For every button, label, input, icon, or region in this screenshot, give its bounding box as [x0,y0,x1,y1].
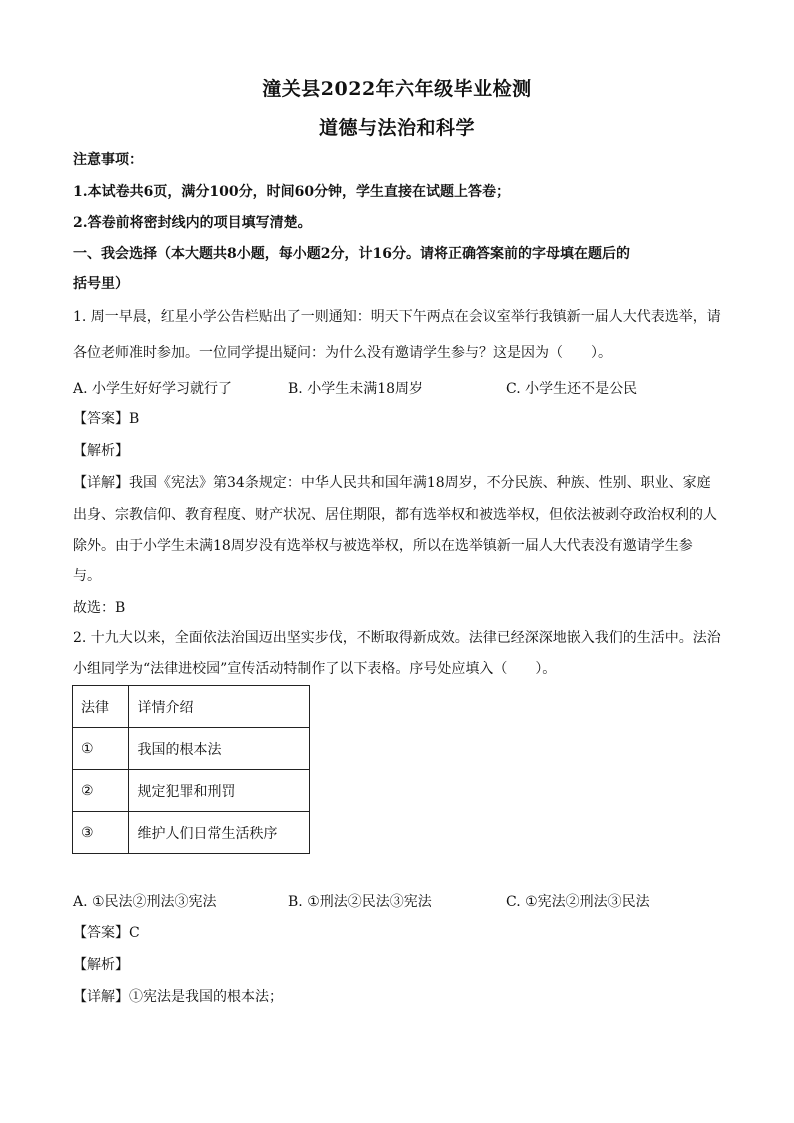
question-1-answer: 【答案】B [73,411,140,427]
table-cell: ③ [73,812,129,854]
question-1-detail-line-2: 出身、宗教信仰、教育程度、财产状况、居住期限，都有选举权和被选举权，但依法被剥夺政治权利的人 [73,507,717,523]
question-2-option-a: A. ①民法②刑法③宪法 [73,894,217,910]
notes-item-1: 1.本试卷共6页，满分100分，时间60分钟，学生直接在试题上答卷； [73,184,511,200]
question-2-option-b: B. ①刑法②民法③宪法 [288,894,432,910]
section-heading-line-2: 括号里） [73,276,129,292]
question-1-line-1: 1. 周一早晨，红星小学公告栏贴出了一则通知：明天下午两点在会议室举行我镇新一届人大代表选举，请 [73,309,721,325]
question-2-line-2: 小组同学为“法律进校园”宣传活动特制作了以下表格。序号处应填入（ ）。 [73,661,557,677]
question-1-analysis: 【解析】 [73,443,129,459]
question-1-option-b: B. 小学生未满18周岁 [288,381,424,397]
question-2-analysis: 【解析】 [73,957,129,973]
table-row [73,812,310,854]
question-1-option-a: A. 小学生好好学习就行了 [73,381,233,397]
table-row [73,728,310,770]
question-1-line-2: 各位老师准时参加。一位同学提出疑问：为什么没有邀请学生参与？这是因为（ ）。 [73,345,612,361]
table-cell: 规定犯罪和刑罚 [129,770,310,812]
table-cell: 维护人们日常生活秩序 [129,812,310,854]
question-2-answer: 【答案】C [73,925,140,941]
question-1-detail-line-3: 除外。由于小学生未满18周岁没有选举权与被选举权，所以在选举镇新一届人大代表没有邀请学生参 [73,538,693,554]
table-header-cell: 法律 [73,686,129,728]
question-1-detail-line-4: 与。 [73,568,101,584]
table-row [73,770,310,812]
table-cell: ① [73,728,129,770]
question-2-option-c: C. ①宪法②刑法③民法 [506,894,650,910]
notes-heading: 注意事项： [73,152,143,168]
table-cell: ② [73,770,129,812]
table-header-cell: 详情介绍 [129,686,310,728]
question-2-line-1: 2. 十九大以来，全面依法治国迈出坚实步伐，不断取得新成效。法律已经深深地嵌入我们的生活中。法治 [73,630,721,646]
question-1-conclusion: 故选：B [73,600,126,616]
section-heading-line-1: 一、我会选择（本大题共8小题，每小题2分，计16分。请将正确答案前的字母填在题后的 [73,246,630,262]
law-table [72,685,310,854]
table-header-row [73,686,310,728]
question-1-detail-line-1: 【详解】我国《宪法》第34条规定：中华人民共和国年满18周岁，不分民族、种族、性别、职业、家庭 [73,475,711,491]
question-1-option-c: C. 小学生还不是公民 [506,381,638,397]
question-2-detail: 【详解】①宪法是我国的根本法； [73,989,283,1005]
notes-item-2: 2.答卷前将密封线内的项目填写清楚。 [73,215,312,231]
page-subtitle: 道德与法治和科学 [318,117,475,139]
table-cell: 我国的根本法 [129,728,310,770]
page-title: 潼关县2022年六年级毕业检测 [262,78,532,100]
